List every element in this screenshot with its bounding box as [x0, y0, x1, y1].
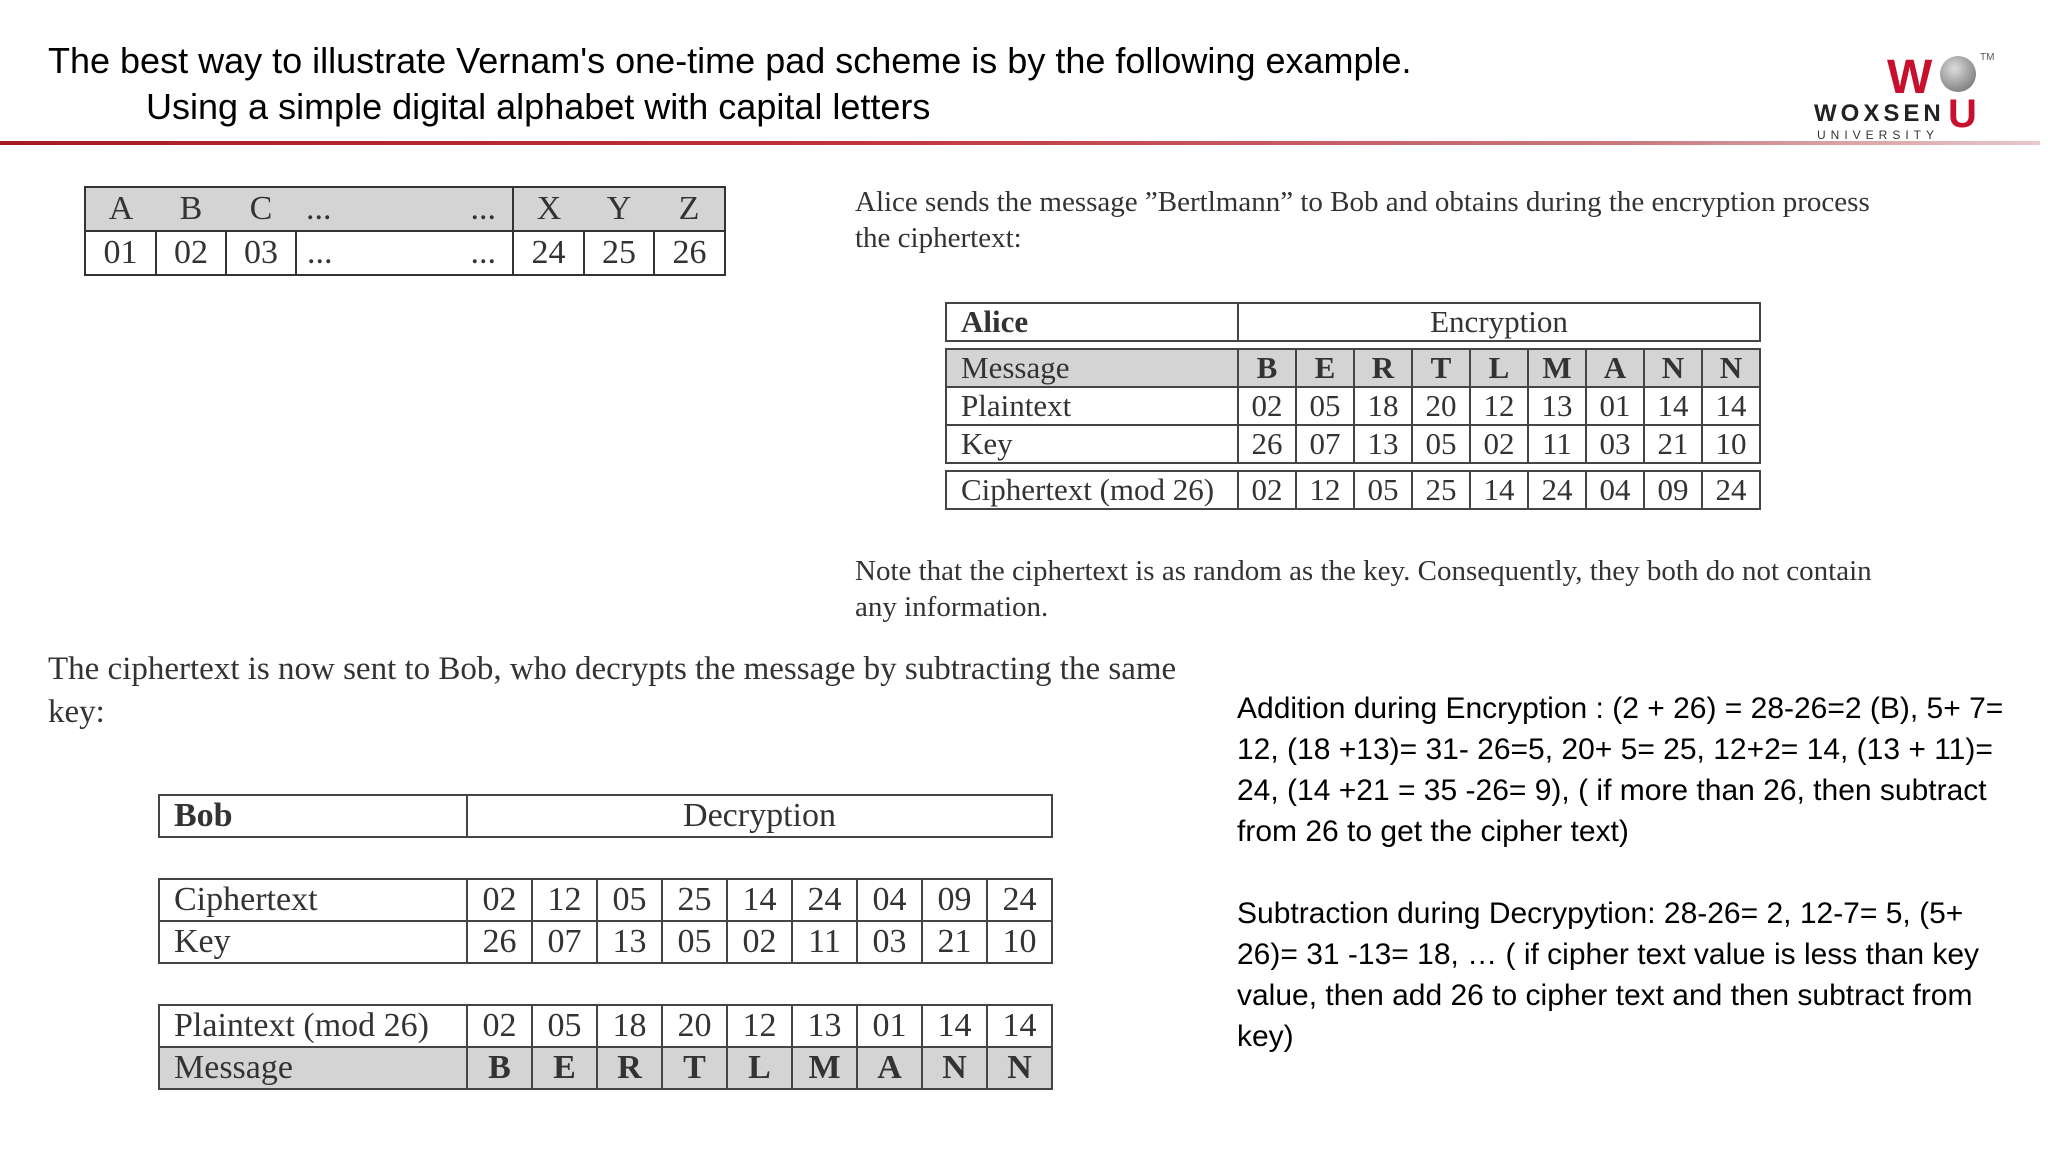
plaintext-value: 02 — [1238, 387, 1296, 425]
key-value: 02 — [727, 921, 792, 963]
key-value: 13 — [1354, 425, 1412, 463]
bob-intro-text: The ciphertext is now sent to Bob, who decrypts the message by subtracting the same key: — [48, 651, 1177, 730]
alphabet-letter: Z — [654, 187, 725, 231]
ciphertext-value: 05 — [597, 879, 662, 921]
message-letter: E — [1296, 349, 1354, 387]
decryption-title: Decryption — [467, 795, 1052, 837]
key-value: 21 — [922, 921, 987, 963]
woxsen-logo — [1800, 48, 2000, 143]
key-value: 11 — [1528, 425, 1586, 463]
plaintext-value: 20 — [662, 1005, 727, 1047]
bob-name: Bob — [159, 795, 467, 837]
message-letter: N — [1644, 349, 1702, 387]
alphabet-number: 25 — [584, 231, 654, 275]
ciphertext-value: 25 — [1412, 471, 1470, 509]
alphabet-numbers-row — [85, 231, 725, 275]
message-letter: M — [792, 1047, 857, 1089]
key-value: 26 — [467, 921, 532, 963]
key-value: 10 — [1702, 425, 1760, 463]
alice-key-row — [946, 425, 1760, 463]
plaintext-value: 01 — [857, 1005, 922, 1047]
alphabet-letter: ... — [296, 187, 386, 231]
alphabet-number: 01 — [85, 231, 156, 275]
key-value: 10 — [987, 921, 1052, 963]
message-letter: T — [1412, 349, 1470, 387]
ciphertext-value: 04 — [857, 879, 922, 921]
alice-header-row — [946, 303, 1760, 341]
plaintext-value: 14 — [1644, 387, 1702, 425]
key-value: 11 — [792, 921, 857, 963]
row-label: Ciphertext (mod 26) — [946, 471, 1238, 509]
message-letter: N — [987, 1047, 1052, 1089]
ciphertext-value: 14 — [727, 879, 792, 921]
row-label: Plaintext (mod 26) — [159, 1005, 467, 1047]
logo-subtitle: UNIVERSITY — [1817, 128, 1940, 142]
bob-message-row — [159, 1047, 1052, 1089]
logo-trademark: TM — [1980, 52, 1995, 63]
ciphertext-value: 02 — [467, 879, 532, 921]
alphabet-number: 24 — [513, 231, 584, 275]
key-value: 21 — [1644, 425, 1702, 463]
slide-title — [48, 38, 1412, 130]
key-value: 26 — [1238, 425, 1296, 463]
globe-icon — [1940, 56, 1976, 92]
ciphertext-value: 24 — [1528, 471, 1586, 509]
encryption-title: Encryption — [1238, 303, 1760, 341]
alice-encryption-table — [945, 302, 1761, 510]
plaintext-value: 14 — [1702, 387, 1760, 425]
ciphertext-value: 02 — [1238, 471, 1296, 509]
key-value: 13 — [597, 921, 662, 963]
alice-plaintext-row — [946, 387, 1760, 425]
alphabet-letter: B — [156, 187, 226, 231]
alphabet-number: 26 — [654, 231, 725, 275]
title-line-2: Using a simple digital alphabet with capital letters — [146, 86, 931, 127]
row-label: Key — [159, 921, 467, 963]
ciphertext-value: 12 — [532, 879, 597, 921]
ciphertext-value: 12 — [1296, 471, 1354, 509]
logo-u-letter: U — [1948, 92, 1977, 136]
ciphertext-value: 25 — [662, 879, 727, 921]
plaintext-value: 14 — [922, 1005, 987, 1047]
plaintext-value: 12 — [1470, 387, 1528, 425]
message-letter: A — [857, 1047, 922, 1089]
logo-wordmark: WOXSEN — [1814, 100, 1945, 127]
alphabet-letter: ... — [386, 187, 513, 231]
plaintext-value: 01 — [1586, 387, 1644, 425]
bob-plaintext-row — [159, 1005, 1052, 1047]
row-label: Ciphertext — [159, 879, 467, 921]
addition-note: Addition during Encryption : (2 + 26) = 28-26=2 (B), 5+ 7= 12, (18 +13)= 31- 26=5, 20+ 5= 25, 12+2= 14, (13 + 11)= 24, (14 +21 = 35 -26= 9), ( if more than 26, then subtract from 26 to get the cipher text) — [1237, 692, 2004, 848]
message-letter: A — [1586, 349, 1644, 387]
plaintext-value: 14 — [987, 1005, 1052, 1047]
bob-header-row — [159, 795, 1052, 837]
header-divider — [0, 141, 2040, 145]
row-label: Plaintext — [946, 387, 1238, 425]
alphabet-letter: X — [513, 187, 584, 231]
row-label: Key — [946, 425, 1238, 463]
message-letter: N — [922, 1047, 987, 1089]
key-value: 02 — [1470, 425, 1528, 463]
alphabet-letter: Y — [584, 187, 654, 231]
plaintext-value: 05 — [1296, 387, 1354, 425]
message-letter: R — [597, 1047, 662, 1089]
key-value: 03 — [1586, 425, 1644, 463]
ciphertext-value: 14 — [1470, 471, 1528, 509]
key-value: 07 — [1296, 425, 1354, 463]
ciphertext-value: 24 — [1702, 471, 1760, 509]
plaintext-value: 12 — [727, 1005, 792, 1047]
row-label: Message — [159, 1047, 467, 1089]
alice-name: Alice — [946, 303, 1238, 341]
message-letter: T — [662, 1047, 727, 1089]
bob-decryption-table — [158, 794, 1053, 1130]
plaintext-value: 02 — [467, 1005, 532, 1047]
key-value: 05 — [662, 921, 727, 963]
logo-w-letter: W — [1887, 51, 1933, 104]
alphabet-number: 03 — [226, 231, 296, 275]
bob-key-row — [159, 921, 1052, 963]
alphabet-number: 02 — [156, 231, 226, 275]
message-letter: R — [1354, 349, 1412, 387]
ciphertext-value: 04 — [1586, 471, 1644, 509]
alphabet-letter: C — [226, 187, 296, 231]
key-value: 05 — [1412, 425, 1470, 463]
plaintext-value: 18 — [597, 1005, 662, 1047]
message-letter: B — [467, 1047, 532, 1089]
message-letter: M — [1528, 349, 1586, 387]
plaintext-value: 13 — [792, 1005, 857, 1047]
ciphertext-value: 24 — [792, 879, 857, 921]
alphabet-letters-row — [85, 187, 725, 231]
message-letter: N — [1702, 349, 1760, 387]
plaintext-value: 13 — [1528, 387, 1586, 425]
message-letter: B — [1238, 349, 1296, 387]
ciphertext-value: 09 — [922, 879, 987, 921]
ciphertext-value: 09 — [1644, 471, 1702, 509]
alice-ciphertext-row — [946, 471, 1760, 509]
note-text: Note that the ciphertext is as random as the key. Consequently, they both do not contain any information. — [855, 555, 1872, 623]
alice-intro-text: Alice sends the message ”Bertlmann” to Bob and obtains during the encryption process the ciphertext: — [855, 186, 1870, 254]
alice-message-row — [946, 349, 1760, 387]
ciphertext-value: 24 — [987, 879, 1052, 921]
alphabet-number: ... — [386, 231, 513, 275]
key-value: 07 — [532, 921, 597, 963]
alphabet-letter: A — [85, 187, 156, 231]
subtraction-note: Subtraction during Decrypytion: 28-26= 2, 12-7= 5, (5+ 26)= 31 -13= 18, … ( if cipher text value is less than key value, then add 26 to cipher text and then subtract from key) — [1237, 897, 1980, 1053]
key-value: 03 — [857, 921, 922, 963]
plaintext-value: 20 — [1412, 387, 1470, 425]
message-letter: E — [532, 1047, 597, 1089]
bob-ciphertext-row — [159, 879, 1052, 921]
message-letter: L — [1470, 349, 1528, 387]
ciphertext-value: 05 — [1354, 471, 1412, 509]
plaintext-value: 18 — [1354, 387, 1412, 425]
message-letter: L — [727, 1047, 792, 1089]
alphabet-table — [84, 186, 726, 276]
plaintext-value: 05 — [532, 1005, 597, 1047]
row-label: Message — [946, 349, 1238, 387]
alphabet-number: ... — [296, 231, 386, 275]
title-line-1: The best way to illustrate Vernam's one-time pad scheme is by the following example. — [48, 40, 1412, 81]
